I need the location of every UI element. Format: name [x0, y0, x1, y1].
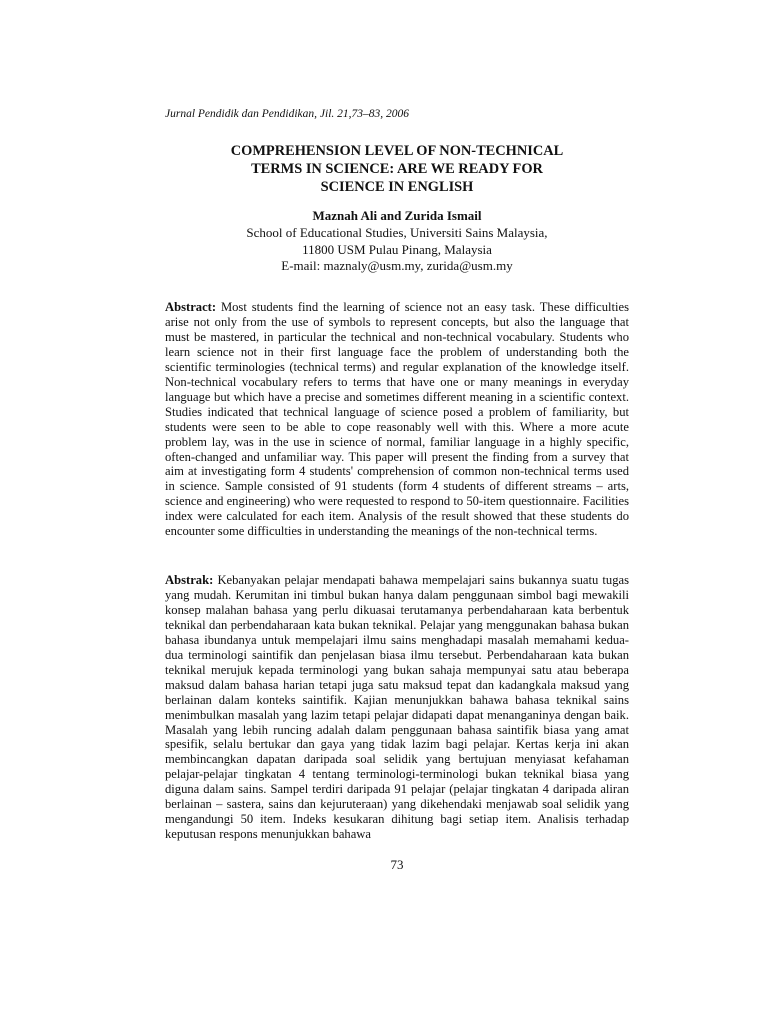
affiliation-line: School of Educational Studies, Universiti Sains Malaysia, [246, 225, 548, 240]
page-number: 73 [390, 857, 404, 872]
abstrak-label: Abstrak: [165, 573, 214, 587]
title-line: SCIENCE IN ENGLISH [320, 179, 474, 195]
affiliation-line: 11800 USM Pulau Pinang, Malaysia [302, 241, 492, 257]
paper-title [165, 142, 629, 196]
abstrak-text: Kebanyakan pelajar mendapati bahawa mempelajari sains bukannya suatu tugas yang mudah. Kerumitan ini timbul bukan hanya dalam penggunaan simbol bagi mewakili konsep malahan bahasa yang perlu dikuasai terutamanya perbendaharaan kata berbentuk teknikal dan perbendaharaan kata bukan teknikal. Pelajar yang menggunakan bahasa bukan bahasa ibundanya untuk mempelajari ilmu sains menghadapi masalah memahami kedua-dua terminologi saintifik dan penjelasan biasa ilmu tersebut. Perbendaharaan kata bukan teknikal merujuk kepada terminologi yang bukan sahaja mempunyai satu atau beberapa maksud dalam bahasa harian tetapi juga satu maksud tepat dan kadangkala maksud yang berlainan dalam konteks saintifik. Kajian menunjukkan bahawa bahasa teknikal sains menimbulkan masalah yang lazim tetapi pelajar didapati dapat menanganinya dengan baik. Masalah yang lebih runcing adalah dalam penggunaan bahasa saintifik biasa yang amat spesifik, selalu bertukar dan gaya yang tidak lazim bagi pelajar. Kertas kerja ini akan membincangkan dapatan daripada soal selidik yang bertujuan menyiasat kefahaman pelajar-pelajar tingkatan 4 tentang terminologi-terminologi bukan teknikal biasa yang diguna dalam sains. Sampel terdiri daripada 91 pelajar (pelajar tingkatan 4 daripada aliran berlainan – sastera, sains dan kejuruteraan) yang dikehendaki menjawab soal selidik yang mengandungi 50 item. Indeks kesukaran dihitung bagi setiap item. Analisis terhadap keputusan respons menunjukkan bahawa [165, 573, 629, 842]
author-names: Maznah Ali and Zurida Ismail [312, 208, 482, 223]
journal-citation: Jurnal Pendidik dan Pendidikan, Jil. 21,73–83, 2006 [165, 108, 410, 120]
title-line: COMPREHENSION LEVEL OF NON-TECHNICAL [230, 143, 564, 159]
title-line: TERMS IN SCIENCE: ARE WE READY FOR [251, 161, 543, 177]
author-affiliation [165, 225, 629, 275]
abstract-malay [165, 573, 629, 842]
affiliation-line: E-mail: maznaly@usm.my, zurida@usm.my [281, 258, 513, 273]
abstract-english [165, 300, 629, 539]
abstract-label: Abstract: [165, 300, 217, 314]
abstract-text: Most students find the learning of science not an easy task. These difficulties arise not only from the use of symbols to represent concepts, but also the language that must be mastered, in particular the technical and non-technical vocabulary. Students who learn science not in their first language face the problem of understanding both the scientific terminologies (technical terms) and regular explanation of the knowledge itself. Non-technical vocabulary refers to terms that have one or many meanings in everyday language but which have a precise and sometimes different meaning in a scientific context. Studies indicated that technical language of science posed a problem of familiarity, but students were seen to be able to cope reasonably well with this. Where a more acute problem lay, was in the use in science of normal, familiar language in a highly specific, often-changed and unfamiliar way. This paper will present the finding from a survey that aim at investigating form 4 students' comprehension of common non-technical terms used in science. Sample consisted of 91 students (form 4 students of different streams – arts, science and engineering) who were requested to respond to 50-item questionnaire. Facilities index were calculated for each item. Analysis of the result showed that these students do encounter some difficulties in understanding the meanings of the non-technical terms. [165, 300, 629, 539]
